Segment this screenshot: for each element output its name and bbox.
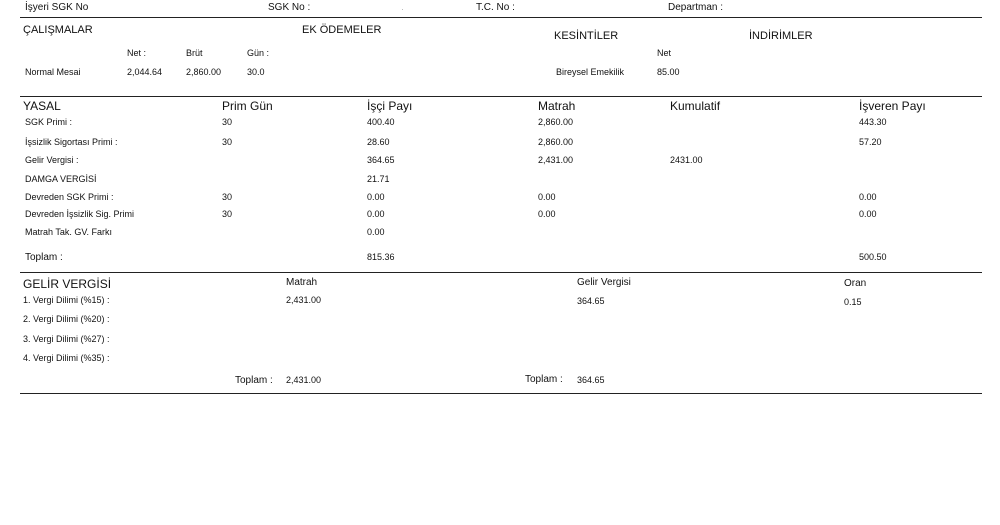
yasal-row-kumulatif: 2431.00 bbox=[670, 155, 703, 165]
yasal-header-isveren-payi: İşveren Payı bbox=[859, 99, 926, 113]
yasal-row-prim-gun: 30 bbox=[222, 192, 233, 202]
gv-row-label: 3. Vergi Dilimi (%27) : bbox=[23, 334, 110, 344]
gv-header-oran: Oran bbox=[844, 278, 867, 289]
deduction-net: 85.00 bbox=[657, 67, 680, 77]
gv-total-vergi: 364.65 bbox=[577, 375, 605, 385]
yasal-row-isveren: 443.30 bbox=[859, 117, 887, 127]
kesintiler-title: KESİNTİLER bbox=[554, 30, 619, 42]
yasal-row-matrah: 0.00 bbox=[538, 209, 556, 219]
gv-row-label: 1. Vergi Dilimi (%15) : bbox=[23, 295, 110, 305]
earning-label: Normal Mesai bbox=[25, 67, 81, 77]
gv-row-oran: 0.15 bbox=[844, 297, 862, 307]
earning-gun: 30.0 bbox=[247, 67, 265, 77]
yasal-row-label: DAMGA VERGİSİ bbox=[25, 174, 97, 184]
yasal-row-label: SGK Primi : bbox=[25, 117, 73, 127]
yasal-row-prim-gun: 30 bbox=[222, 137, 233, 147]
yasal-row-label: Gelir Vergisi : bbox=[25, 155, 79, 165]
earning-brut: 2,860.00 bbox=[186, 67, 222, 77]
gv-header-matrah: Matrah bbox=[286, 277, 318, 288]
yasal-divider bbox=[20, 96, 982, 97]
yasal-row-prim-gun: 30 bbox=[222, 117, 233, 127]
yasal-header-isci-payi: İşçi Payı bbox=[367, 99, 413, 113]
footer-divider bbox=[20, 393, 982, 394]
employer-sgk-label: İşyeri SGK No bbox=[25, 2, 89, 13]
yasal-row-isci: 400.40 bbox=[367, 117, 395, 127]
deduction-label: Bireysel Emekilik bbox=[556, 67, 625, 77]
header-divider bbox=[20, 17, 982, 18]
yasal-total-label: Toplam : bbox=[25, 252, 63, 263]
yasal-title: YASAL bbox=[23, 99, 61, 113]
yasal-row-label: Devreden SGK Primi : bbox=[25, 192, 114, 202]
kesintiler-col-net: Net bbox=[657, 48, 672, 58]
yasal-row-label: Matrah Tak. GV. Farkı bbox=[25, 227, 113, 237]
yasal-row-label: İşsizlik Sigortası Primi : bbox=[25, 137, 118, 147]
calismalar-col-net: Net : bbox=[127, 48, 147, 58]
yasal-total-isveren: 500.50 bbox=[859, 252, 887, 262]
gv-total-vergi-label: Toplam : bbox=[525, 374, 563, 385]
yasal-row-matrah: 0.00 bbox=[538, 192, 556, 202]
gelir-vergisi-title: GELİR VERGİSİ bbox=[23, 277, 112, 291]
yasal-row-matrah: 2,431.00 bbox=[538, 155, 574, 165]
tc-no-label: T.C. No : bbox=[476, 2, 515, 13]
gv-row-label: 2. Vergi Dilimi (%20) : bbox=[23, 314, 110, 324]
yasal-row-label: Devreden İşsizlik Sig. Primi bbox=[25, 209, 135, 219]
yasal-header-prim-gun: Prim Gün bbox=[222, 99, 273, 113]
yasal-row-isveren: 0.00 bbox=[859, 209, 877, 219]
sgk-no-label: SGK No : bbox=[268, 2, 311, 13]
yasal-row-isci: 28.60 bbox=[367, 137, 390, 147]
calismalar-col-gun: Gün : bbox=[247, 48, 270, 58]
yasal-row-isci: 0.00 bbox=[367, 192, 385, 202]
separator-dot bbox=[402, 9, 403, 10]
calismalar-col-brut: Brüt bbox=[186, 48, 203, 58]
gelir-vergisi-divider bbox=[20, 272, 982, 273]
yasal-row-isci: 364.65 bbox=[367, 155, 395, 165]
yasal-row-isci: 0.00 bbox=[367, 209, 385, 219]
department-label: Departman : bbox=[668, 2, 724, 13]
yasal-row-matrah: 2,860.00 bbox=[538, 137, 574, 147]
yasal-total-isci: 815.36 bbox=[367, 252, 395, 262]
yasal-header-matrah: Matrah bbox=[538, 99, 576, 113]
yasal-row-isveren: 57.20 bbox=[859, 137, 882, 147]
calismalar-title: ÇALIŞMALAR bbox=[23, 24, 93, 36]
indirimler-title: İNDİRİMLER bbox=[749, 30, 813, 42]
yasal-row-isveren: 0.00 bbox=[859, 192, 877, 202]
gv-total-matrah: 2,431.00 bbox=[286, 375, 322, 385]
gv-total-matrah-label: Toplam : bbox=[235, 375, 273, 386]
gv-header-gelir-vergisi: Gelir Vergisi bbox=[577, 277, 631, 288]
yasal-row-isci: 21.71 bbox=[367, 174, 390, 184]
ek-odemeler-title: EK ÖDEMELER bbox=[302, 24, 382, 36]
yasal-header-kumulatif: Kumulatif bbox=[670, 99, 721, 113]
yasal-row-prim-gun: 30 bbox=[222, 209, 233, 219]
earning-net: 2,044.64 bbox=[127, 67, 163, 77]
yasal-row-isci: 0.00 bbox=[367, 227, 385, 237]
gv-row-vergi: 364.65 bbox=[577, 296, 605, 306]
gv-row-label: 4. Vergi Dilimi (%35) : bbox=[23, 353, 110, 363]
yasal-row-matrah: 2,860.00 bbox=[538, 117, 574, 127]
gv-row-matrah: 2,431.00 bbox=[286, 295, 322, 305]
